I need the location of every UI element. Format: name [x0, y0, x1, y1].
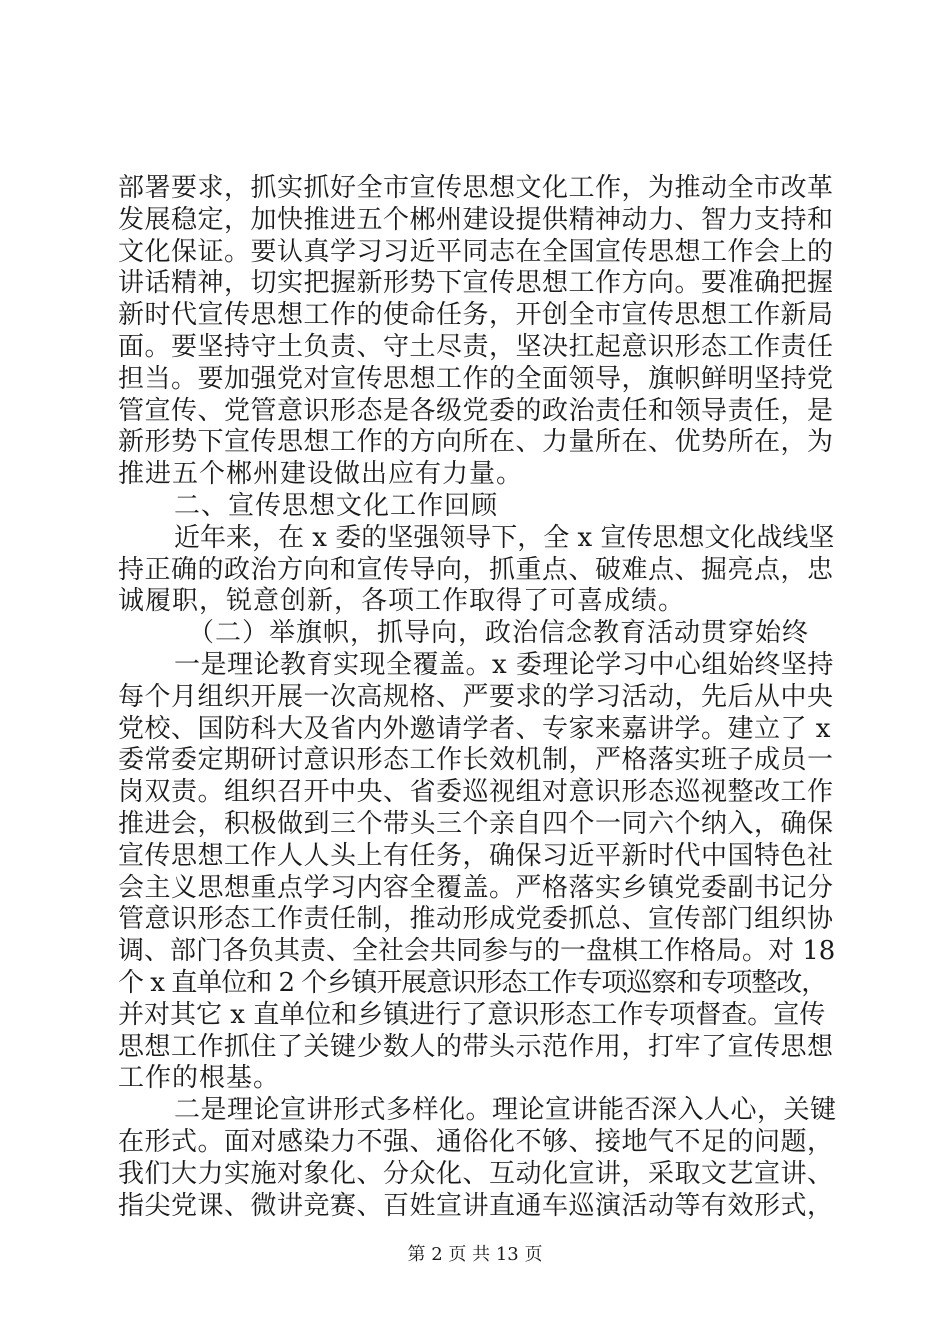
- text-line: 二、宣传思想文化工作回顾: [174, 490, 499, 521]
- text-line: （二）举旗帜，抓导向，政治信念教育活动贯穿始终: [188, 618, 810, 649]
- text-line: 思想工作抓住了关键少数人的带头示范作用，打牢了宣传思想: [118, 1031, 834, 1062]
- text-line: 推进会，积极做到三个带头三个亲自四个一同六个纳入，确保: [118, 808, 834, 839]
- document-body: [118, 173, 838, 1222]
- text-line: 新形势下宣传思想工作的方向所在、力量所在、优势所在，为: [118, 427, 834, 458]
- page-footer: 第 2 页 共 13 页: [407, 1244, 543, 1265]
- text-line: 二是理论宣讲形式多样化。理论宣讲能否深入人心，关键: [174, 1095, 837, 1126]
- text-line: 岗双责。组织召开中央、省委巡视组对意识形态巡视整改工作: [118, 777, 834, 808]
- text-line: 诚履职，锐意创新，各项工作取得了可喜成绩。: [118, 586, 686, 617]
- text-line: 持正确的政治方向和宣传导向，抓重点、破难点、掘亮点，忠: [118, 554, 834, 585]
- text-line: 新时代宣传思想工作的使命任务，开创全市宣传思想工作新局: [118, 300, 834, 331]
- text-line: 在形式。面对感染力不强、通俗化不够、接地气不足的问题，: [118, 1126, 834, 1157]
- text-line: 管宣传、党管意识形态是各级党委的政治责任和领导责任，是: [118, 395, 834, 426]
- text-line: 一是理论教育实现全覆盖。x 委理论学习中心组始终坚持: [174, 649, 834, 680]
- text-line: 担当。要加强党对宣传思想工作的全面领导，旗帜鲜明坚持党: [118, 363, 834, 394]
- text-line: 个 x 直单位和 2 个乡镇开展意识形态工作专项巡察和专项整改，: [118, 967, 827, 998]
- text-line: 并对其它 x 直单位和乡镇进行了意识形态工作专项督查。宣传: [118, 999, 826, 1030]
- text-line: 管意识形态工作责任制，推动形成党委抓总、宣传部门组织协: [118, 904, 834, 935]
- text-line: 我们大力实施对象化、分众化、互动化宣讲，采取文艺宣讲、: [118, 1158, 834, 1189]
- text-line: 指尖党课、微讲竞赛、百姓宣讲直通车巡演活动等有效形式，: [118, 1190, 834, 1221]
- text-line: 讲话精神，切实把握新形势下宣传思想工作方向。要准确把握: [118, 268, 834, 299]
- text-line: 发展稳定，加快推进五个郴州建设提供精神动力、智力支持和: [118, 204, 834, 235]
- text-line: 宣传思想工作人人头上有任务，确保习近平新时代中国特色社: [118, 840, 834, 871]
- text-line: 党校、国防科大及省内外邀请学者、专家来嘉讲学。建立了 x: [118, 713, 831, 744]
- text-line: 工作的根基。: [118, 1063, 281, 1094]
- text-line: 会主义思想重点学习内容全覆盖。严格落实乡镇党委副书记分: [118, 872, 834, 903]
- text-line: 近年来，在 x 委的坚强领导下，全 x 宣传思想文化战线坚: [174, 522, 835, 553]
- text-line: 推进五个郴州建设做出应有力量。: [118, 459, 524, 490]
- text-line: 面。要坚持守土负责、守土尽责，坚决扛起意识形态工作责任: [118, 331, 834, 362]
- text-line: 部署要求，抓实抓好全市宣传思想文化工作，为推动全市改革: [118, 173, 834, 203]
- text-line: 每个月组织开展一次高规格、严要求的学习活动，先后从中央: [118, 681, 834, 712]
- text-line: 调、部门各负其责、全社会共同参与的一盘棋工作格局。对 18: [118, 936, 836, 967]
- text-line: 文化保证。要认真学习习近平同志在全国宣传思想工作会上的: [118, 236, 834, 267]
- text-line: 委常委定期研讨意识形态工作长效机制，严格落实班子成员一: [118, 745, 834, 776]
